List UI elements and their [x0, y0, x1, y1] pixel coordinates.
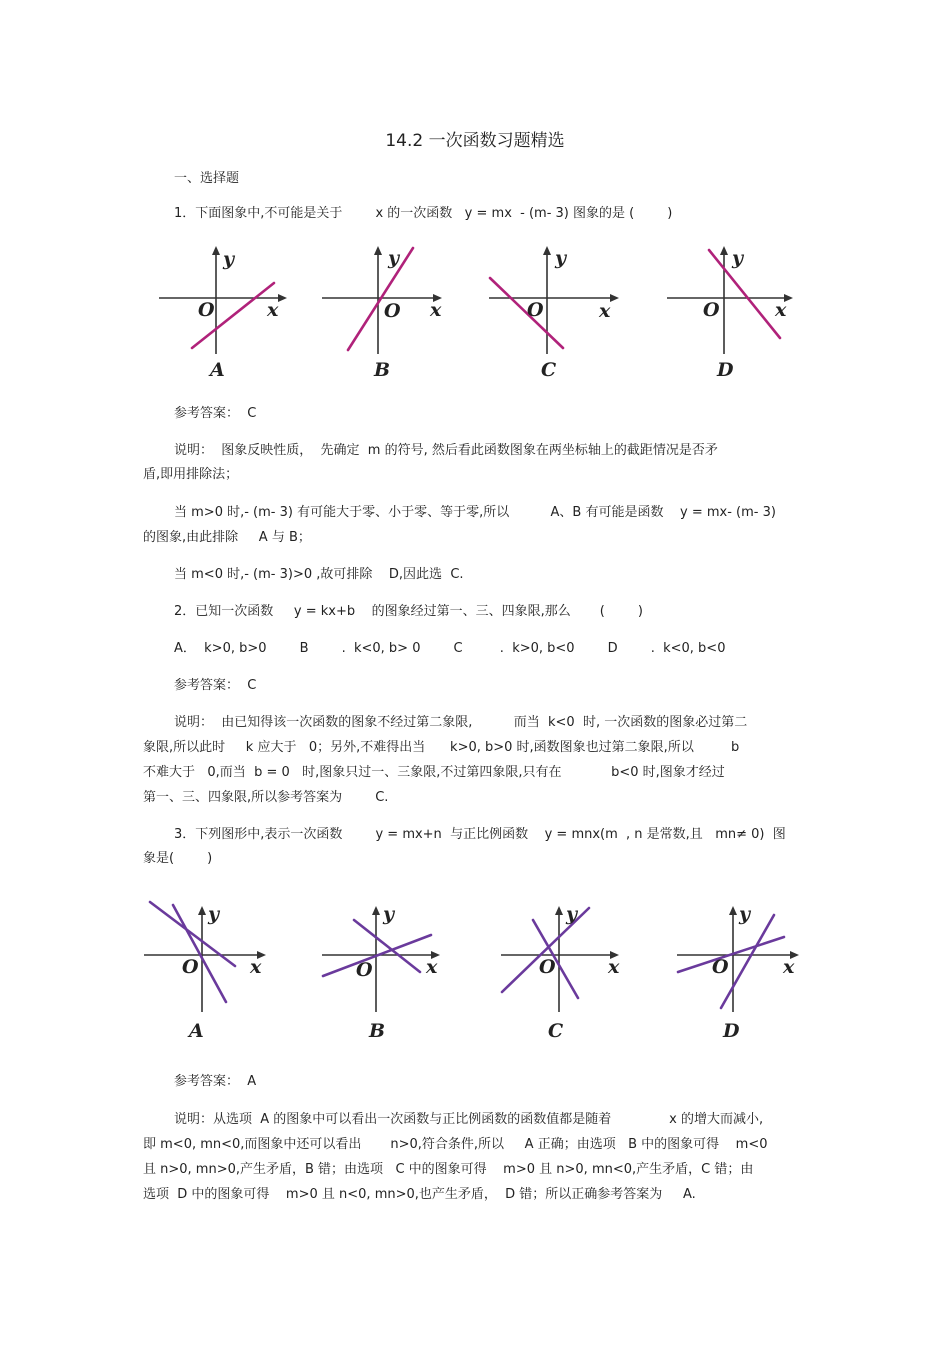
y-axis-label: y	[388, 247, 400, 269]
x-axis-label: x	[426, 956, 438, 978]
q1-explain-line: 说明： 图象反映性质， 先确定 m 的符号, 然后看此函数图象在两坐标轴上的截距情况是否矛	[174, 443, 718, 458]
q3-graph-b	[318, 900, 458, 1045]
q3-explain-line: 说明：从选项 A 的图象中可以看出一次函数与正比例函数的函数值都是随着 x 的增大而减小,	[174, 1112, 764, 1127]
x-axis-label: x	[250, 956, 262, 978]
y-axis-label: y	[732, 247, 744, 269]
y-axis-label: y	[555, 247, 567, 269]
q1-explain-line: 的图象,由此排除 A 与 B；	[143, 530, 311, 545]
x-axis-label: x	[430, 299, 442, 321]
y-axis-label: y	[223, 248, 235, 270]
q3-stem-line: 象是( )	[143, 851, 213, 866]
x-axis-label: x	[608, 956, 620, 978]
q1-answer: 参考答案： C	[174, 406, 257, 421]
y-axis-label: y	[208, 903, 220, 925]
option-label: A	[210, 359, 225, 381]
graph-line	[348, 248, 413, 350]
q1-graph-a	[155, 242, 295, 382]
y-axis-label: y	[739, 903, 751, 925]
q2-explain-line: 不难大于 0,而当 b = 0 时,图象只过一、三象限,不过第四象限,只有在 b<0 时,图象才经过	[143, 765, 725, 780]
origin-label: O	[356, 959, 373, 981]
option-label: B	[374, 359, 391, 381]
q2-stem: 2．已知一次函数 y = kx+b 的图象经过第一、三、四象限,那么 ( )	[174, 604, 643, 619]
q3-stem-line: 3．下列图形中,表示一次函数 y = mx+n 与正比例函数 y = mnx(m , n 是常数,且 mn≠ 0) 图	[174, 827, 786, 842]
graph-line	[721, 915, 774, 1008]
option-label: C	[541, 359, 557, 381]
page-title: 14.2 一次函数习题精选	[385, 131, 565, 151]
q3-explain-line: 即 m<0, mn<0,而图象中还可以看出 n>0,符合条件,所以 A 正确；由选项 B 中的图象可得 m<0	[143, 1137, 768, 1152]
x-axis-label: x	[599, 300, 611, 322]
q3-graph-d	[673, 900, 813, 1045]
graph-line	[709, 250, 780, 338]
y-axis-label: y	[566, 903, 578, 925]
q1-explain-line: 当 m>0 时,- (m- 3) 有可能大于零、小于零、等于零,所以 A、B 有可能是函数 y = mx- (m- 3)	[174, 505, 776, 520]
q2-explain-line: 说明： 由已知得该一次函数的图象不经过第二象限, 而当 k<0 时, 一次函数的图象必过第二	[174, 715, 748, 730]
origin-label: O	[384, 300, 401, 322]
q3-graph-a	[140, 900, 280, 1045]
y-axis-label: y	[383, 903, 395, 925]
origin-label: O	[712, 956, 729, 978]
q1-explain-line: 盾,即用排除法；	[143, 467, 239, 482]
q1-graph-c	[485, 242, 625, 382]
q3-graph-c	[497, 900, 637, 1045]
origin-label: O	[703, 299, 720, 321]
origin-label: O	[527, 299, 544, 321]
origin-label: O	[539, 956, 556, 978]
option-label: A	[189, 1020, 204, 1042]
x-axis-label: x	[783, 956, 795, 978]
origin-label: O	[198, 299, 215, 321]
q1-stem: 1．下面图象中,不可能是关于 x 的一次函数 y = mx - (m- 3) 图象的是 ( )	[174, 206, 673, 221]
x-axis-label: x	[267, 299, 279, 321]
option-label: D	[717, 359, 734, 381]
option-label: D	[723, 1020, 740, 1042]
q3-answer: 参考答案： A	[174, 1074, 257, 1089]
q2-explain-line: 象限,所以此时 k 应大于 0；另外,不难得出当 k>0, b>0 时,函数图象也过第二象限,所以 b	[143, 740, 740, 755]
q2-choices: A． k>0, b>0 B . k<0, b> 0 C . k>0, b<0 D . k<0, b<0	[174, 641, 726, 656]
x-axis-label: x	[775, 299, 787, 321]
q2-answer: 参考答案： C	[174, 678, 257, 693]
origin-label: O	[182, 956, 199, 978]
section-heading: 一、选择题	[174, 171, 240, 186]
option-label: B	[369, 1020, 386, 1042]
option-label: C	[548, 1020, 564, 1042]
q1-explain-line: 当 m<0 时,- (m- 3)>0 ,故可排除 D,因此选 C.	[174, 567, 464, 582]
q3-explain-line: 选项 D 中的图象可得 m>0 且 n<0, mn>0,也产生矛盾， D 错；所以正确参考答案为 A.	[143, 1187, 696, 1202]
q3-explain-line: 且 n>0, mn>0,产生矛盾，B 错；由选项 C 中的图象可得 m>0 且 n>0, mn<0,产生矛盾，C 错；由	[143, 1162, 754, 1177]
q2-explain-line: 第一、三、四象限,所以参考答案为 C.	[143, 790, 389, 805]
q1-graph-d	[663, 242, 803, 382]
q1-graph-b	[318, 242, 458, 382]
